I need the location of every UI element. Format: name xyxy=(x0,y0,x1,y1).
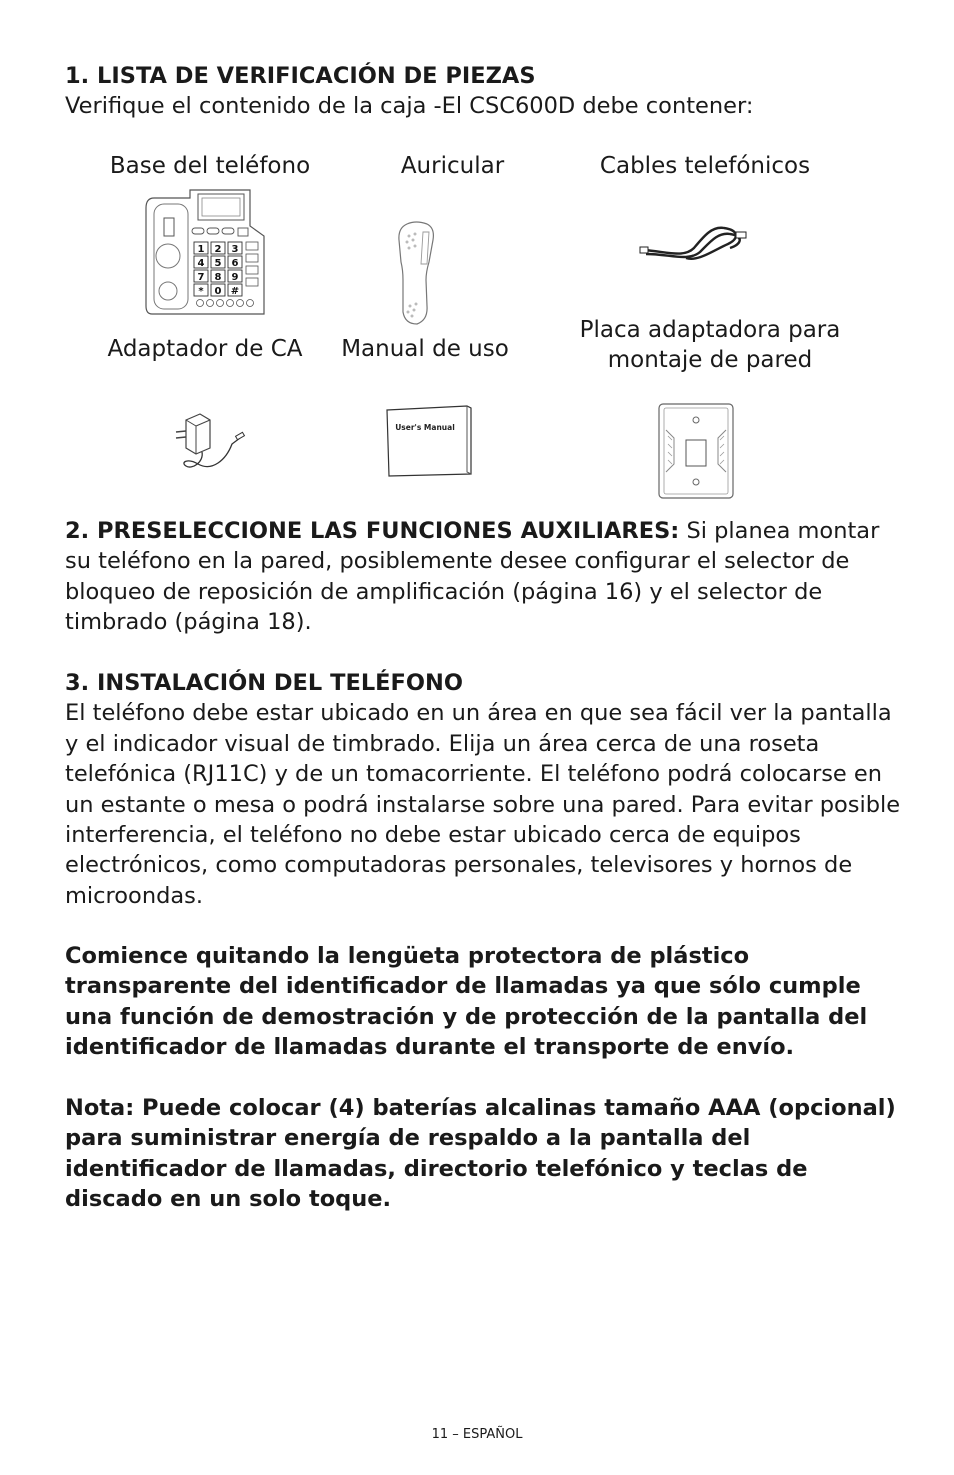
section3-bold-note1: Comience quitando la lengüeta protectora de plástico transparente del identificador de llamadas ya que sólo cumple una función de demostración y de protección de la pantalla del identificador de llamadas durante el transporte de envío. xyxy=(65,943,868,1061)
label-cords: Cables telefónicos xyxy=(599,153,811,179)
section3-text: El teléfono debe estar ubicado en un área en que sea fácil ver la pantalla y el indicador visual de timbrado. Elija un área cerca de una roseta telefónica (RJ11C) y de un tomacorriente. El teléfono podrá colocarse en un estante o mesa o podrá instalarse sobre una pared. Para evitar posible interferencia, el teléfono no debe estar ubicado cerca de equipos electrónicos, como computadoras personales, televisores y hornos de microondas. xyxy=(65,700,901,909)
label-wall-plate-line2: montaje de pared xyxy=(607,347,813,373)
label-manual: Manual de uso xyxy=(341,336,509,362)
key-label: 1 xyxy=(197,244,205,255)
user-manual-image xyxy=(385,404,475,478)
key-label: 4 xyxy=(197,258,205,269)
key-label: 5 xyxy=(214,258,222,269)
key-label: 7 xyxy=(197,272,205,283)
section3 xyxy=(65,668,905,911)
key-label: 2 xyxy=(214,244,222,255)
manual-cover-title: User's Manual xyxy=(395,423,455,432)
section2-heading: 2. PRESELECCIONE LAS FUNCIONES AUXILIARES: xyxy=(65,518,680,544)
key-label: 3 xyxy=(231,244,239,255)
page-footer: 11 – ESPAÑOL xyxy=(431,1427,523,1442)
phone-cords-image xyxy=(638,222,750,266)
key-label: 8 xyxy=(214,272,222,283)
wall-plate-image xyxy=(656,402,736,500)
key-label: 9 xyxy=(231,272,239,283)
handset-image xyxy=(393,220,439,328)
section2 xyxy=(65,516,905,638)
label-base: Base del teléfono xyxy=(109,153,311,179)
key-label: # xyxy=(230,286,240,297)
section1-heading: 1. LISTA DE VERIFICACIÓN DE PIEZAS xyxy=(65,63,536,89)
section3-bold-note2: Nota: Puede colocar (4) baterías alcalinas tamaño AAA (opcional) para suministrar energía de respaldo a la pantalla del identificador de llamadas, directorio telefónico y teclas de discado en un solo toque. xyxy=(65,1095,896,1213)
key-label: * xyxy=(198,286,204,297)
section1-intro: Verifique el contenido de la caja -El CSC600D debe contener: xyxy=(65,93,754,120)
label-wall-plate-line1: Placa adaptadora para xyxy=(579,317,841,343)
phone-base-image xyxy=(142,186,268,320)
section1 xyxy=(65,61,905,122)
label-handset: Auricular xyxy=(400,153,505,179)
section3-heading: 3. INSTALACIÓN DEL TELÉFONO xyxy=(65,670,463,696)
key-label: 0 xyxy=(214,286,222,297)
key-label: 6 xyxy=(231,258,239,269)
section2-text: Si planea montar su teléfono en la pared, posiblemente desee configurar el selector de bloqueo de reposición de amplificación (página 16) y el selector de timbrado (página 18). xyxy=(65,518,880,636)
ac-adapter-image xyxy=(172,404,246,476)
label-wall-plate xyxy=(565,315,855,375)
label-adapter: Adaptador de CA xyxy=(107,336,303,362)
